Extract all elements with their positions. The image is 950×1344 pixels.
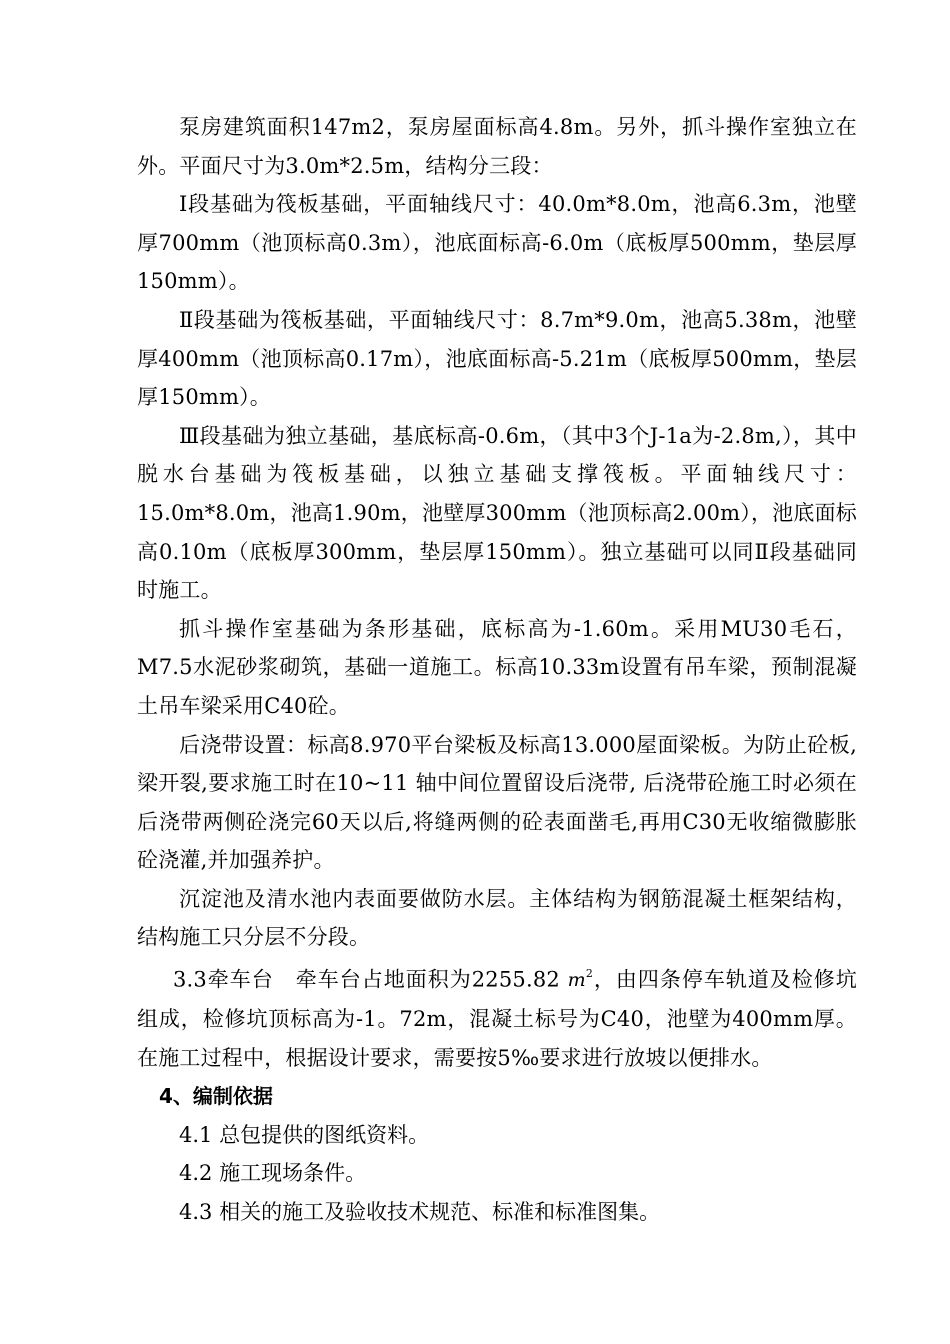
- list-item-4-2: 4.2 施工现场条件。: [179, 1161, 367, 1186]
- document-body: [137, 108, 857, 1232]
- area-unit: $m^2$: [567, 967, 594, 992]
- paragraph-traverser: [137, 957, 857, 1077]
- paragraph-grab-operation-room: 抓斗操作室基础为条形基础，底标高为-1.60m。采用MU30毛石，M7.5水泥砂浆砌筑，基础一道施工。标高10.33m设置有吊车梁，预制混凝土吊车梁采用C40砼。: [137, 616, 857, 718]
- list-item-4-3: 4.3 相关的施工及验收技术规范、标准和标准图集。: [179, 1199, 661, 1224]
- paragraph-section-1-foundation: Ⅰ段基础为筏板基础，平面轴线尺寸：40.0m*8.0m，池高6.3m，池壁厚700mm（池顶标高0.3m），池底面标高-6.0m（底板厚500mm，垫层厚150mm）。: [137, 192, 857, 294]
- traverser-text-before: 3.3牵车台 牵车台占地面积为2255.82: [173, 967, 568, 992]
- paragraph-waterproofing: 沉淀池及清水池内表面要做防水层。主体结构为钢筋混凝土框架结构，结构施工只分层不分段。: [137, 886, 857, 950]
- paragraph-section-3-foundation: Ⅲ段基础为独立基础，基底标高-0.6m，（其中3个J-1a为-2.8m,），其中脱水台基础为筏板基础，以独立基础支撑筏板。平面轴线尺寸：15.0m*8.0m，池高1.90m，池壁厚300mm（池顶标高2.00m），池底面标高0.10m（底板厚300mm，垫层厚150mm）。独立基础可以同Ⅱ段基础同时施工。: [137, 423, 857, 603]
- list-item-4-1: 4.1 总包提供的图纸资料。: [179, 1122, 430, 1147]
- section-heading-compilation-basis: 4、编制依据: [159, 1084, 273, 1109]
- paragraph-section-2-foundation: Ⅱ段基础为筏板基础，平面轴线尺寸：8.7m*9.0m，池高5.38m，池壁厚400mm（池顶标高0.17m），池底面标高-5.21m（底板厚500mm，垫层厚150mm）。: [137, 307, 857, 410]
- traverser-text-after: ，由四条停车轨道及检修坑组成，检修坑顶标高为-1。72m，混凝土标号为C40，池壁为400mm厚。在施工过程中，根据设计要求，需要按5‰要求进行放坡以便排水。: [137, 967, 857, 1070]
- paragraph-pump-house: 泵房建筑面积147m2，泵房屋面标高4.8m。另外，抓斗操作室独立在外。平面尺寸为3.0m*2.5m，结构分三段：: [137, 115, 857, 178]
- paragraph-post-pour-strip: 后浇带设置：标高8.970平台梁板及标高13.000屋面梁板。为防止砼板,梁开裂,要求施工时在10~11 轴中间位置留设后浇带, 后浇带砼施工时必须在后浇带两侧砼浇完60天以后,将缝两侧的砼表面凿毛,再用C30无收缩微膨胀砼浇灌,并加强养护。: [137, 732, 857, 873]
